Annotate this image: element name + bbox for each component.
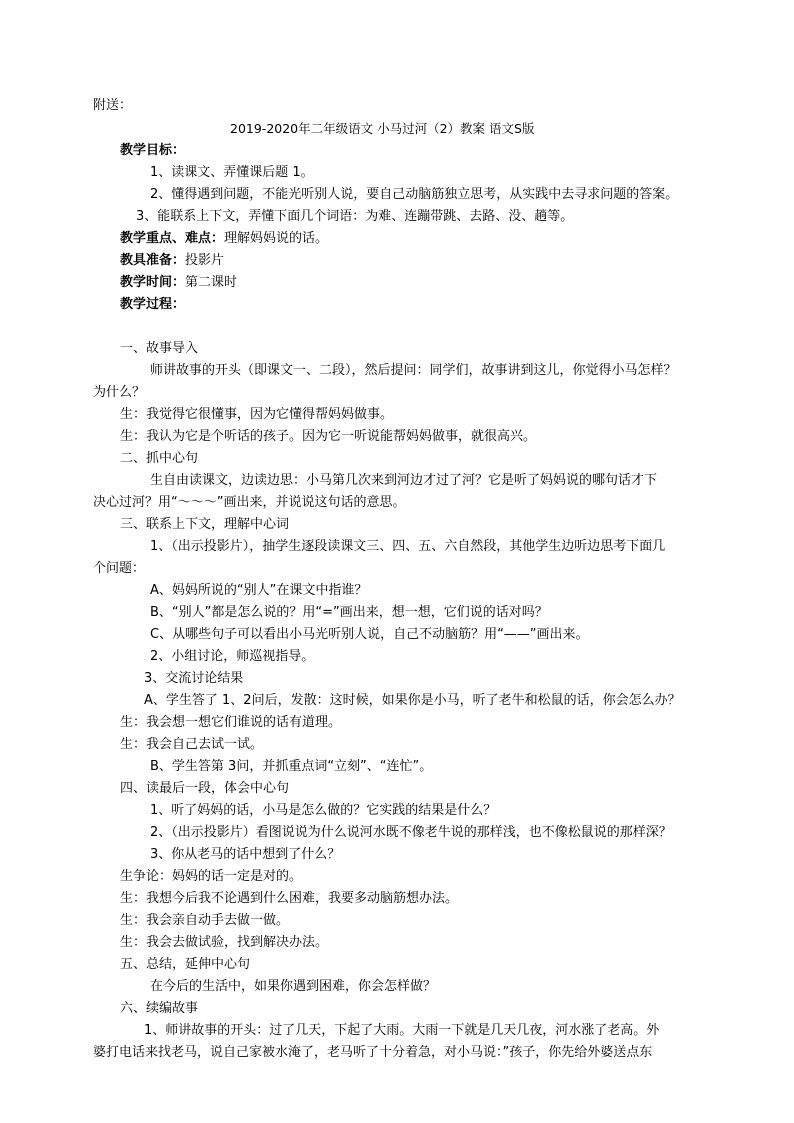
section-heading: 三、联系上下文，理解中心词 [120, 517, 290, 532]
student-answer: 生：我会亲自动手去做一做。 [120, 913, 290, 928]
paragraph-line: 婆打电话来找老马，说自己家被水淹了，老马听了十分着急，对小马说：”孩子，你先给外婆送点东 [93, 1045, 653, 1060]
tools-label: 教具准备： [120, 253, 186, 268]
focus-value: 理解妈妈说的话。 [224, 231, 329, 246]
goals-heading: 教学目标： [120, 143, 186, 158]
paragraph-line: 在今后的生活中，如果你遇到困难，你会怎样做？ [150, 979, 437, 994]
section-heading: 一、故事导入 [120, 341, 199, 356]
document-title: 2019-2020年二年级语文 小马过河（2）教案 语文S版 [230, 121, 535, 136]
attachment-label: 附送： [93, 98, 133, 113]
section-heading: 二、抓中心句 [120, 451, 199, 466]
paragraph-line: 师讲故事的开头（即课文一、二段），然后提问：同学们，故事讲到这儿，你觉得小马怎样？ [150, 363, 677, 378]
paragraph-line: 2、小组讨论，师巡视指导。 [150, 649, 315, 664]
paragraph-line: 为什么？ [93, 385, 146, 400]
paragraph-line: B、学生答第 3问，并抓重点词“立刻”、“连忙”。 [150, 759, 433, 774]
goal-item: 3、能联系上下文，弄懂下面几个词语：为难、连蹦带跳、去路、没、趟等。 [136, 209, 574, 224]
paragraph-line: 决心过河？用“～～～”画出来，并说说这句话的意思。 [93, 495, 406, 510]
goal-item: 1、读课文、弄懂课后题 1。 [150, 165, 314, 180]
question-item: C、从哪些句子可以看出小马光听别人说，自己不动脑筋？用“——”画出来。 [150, 627, 589, 642]
tools-value: 投影片 [185, 253, 225, 268]
section-heading: 四、读最后一段，体会中心句 [120, 781, 290, 796]
paragraph-line: 1、（出示投影片），抽学生逐段读课文三、四、五、六自然段，其他学生边听边思考下面几 [150, 539, 666, 554]
paragraph-line: 2、（出示投影片）看图说说为什么说河水既不像老牛说的那样浅，也不像松鼠说的那样深？ [150, 825, 672, 840]
paragraph-line: 3、你从老马的话中想到了什么？ [150, 847, 341, 862]
student-answer: 生：我会去做试验，找到解决办法。 [120, 935, 329, 950]
paragraph-line: 生自由读课文，边读边思：小马第几次来到河边才过了河？它是听了妈妈说的哪句话才下 [150, 473, 658, 488]
question-item: A、妈妈所说的“别人”在课文中指谁？ [150, 583, 368, 598]
section-heading: 五、总结，延伸中心句 [120, 957, 251, 972]
student-answer: 生：我会想一想它们谁说的话有道理。 [120, 715, 342, 730]
time-value: 第二课时 [185, 275, 238, 290]
student-answer: 生争论：妈妈的话一定是对的。 [120, 869, 303, 884]
focus-label: 教学重点、难点： [120, 231, 225, 246]
student-answer: 生：我觉得它很懂事，因为它懂得帮妈妈做事。 [120, 407, 394, 422]
process-heading: 教学过程： [120, 297, 186, 312]
focus-line [120, 229, 328, 249]
time-label: 教学时间： [120, 275, 186, 290]
paragraph-line: 1、师讲故事的开头：过了几天，下起了大雨。大雨一下就是几天几夜，河水涨了老高。外 [144, 1023, 660, 1038]
paragraph-line: A、学生答了 1、2问后，发散：这时候，如果你是小马，听了老牛和松鼠的话，你会怎么办？ [144, 693, 681, 708]
student-answer: 生：我会自己去试一试。 [120, 737, 264, 752]
section-heading: 六、续编故事 [120, 1001, 199, 1016]
goal-item: 2、懂得遇到问题，不能光听别人说，要自己动脑筋独立思考，从实践中去寻求问题的答案。 [150, 187, 679, 202]
paragraph-line: 1、听了妈妈的话，小马是怎么做的？它实践的结果是什么？ [150, 803, 497, 818]
tools-line [120, 251, 224, 271]
time-line [120, 273, 237, 293]
student-answer: 生：我想今后我不论遇到什么困难，我要多动脑筋想办法。 [120, 891, 459, 906]
paragraph-line: 3、交流讨论结果 [144, 671, 244, 686]
student-answer: 生：我认为它是个听话的孩子。因为它一听说能帮妈妈做事，就很高兴。 [120, 429, 537, 444]
paragraph-line: 个问题： [93, 561, 146, 576]
question-item: B、“别人”都是怎么说的？用“=”画出来，想一想，它们说的话对吗？ [150, 605, 548, 620]
